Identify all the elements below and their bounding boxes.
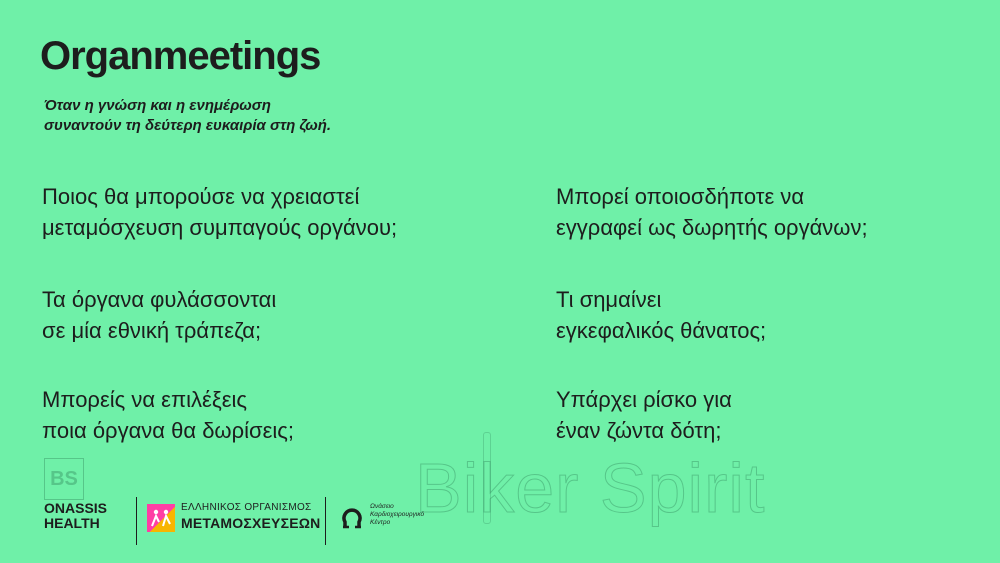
eom-name-line2: ΜΕΤΑΜΟΣΧΕΥΣΕΩΝ [181, 515, 321, 531]
onassis-health-logo: ONASSIS HEALTH [44, 500, 108, 531]
footer-divider [136, 497, 137, 545]
watermark-bs-logo: BS [44, 458, 84, 500]
footer-divider [325, 497, 326, 545]
question-2: Μπορεί οποιοσδήποτε να εγγραφεί ως δωρητής οργάνων; [556, 184, 868, 240]
question-6: Υπάρχει ρίσκο για έναν ζώντα δότη; [556, 387, 732, 443]
question-4: Τι σημαίνει εγκεφαλικός θάνατος; [556, 287, 767, 343]
page-title: Organmeetings [40, 34, 321, 78]
question-5: Μπορείς να επιλέξεις ποια όργανα θα δωρίσεις; [42, 387, 295, 443]
watermark-text: Biker Spirit [415, 449, 766, 527]
question-3: Τα όργανα φυλάσσονται σε μία εθνική τράπεζα; [42, 287, 277, 343]
page-subtitle: Όταν η γνώση και η ενημέρωση συναντούν τη δεύτερη ευκαιρία στη ζωή. [44, 97, 332, 134]
okk-logo-icon [340, 504, 364, 530]
okk-name: Ωνάσειο Καρδιοχειρουργικό Κέντρο [370, 503, 425, 526]
eom-logo-icon [147, 504, 175, 532]
eom-name-line1: ΕΛΛΗΝΙΚΟΣ ΟΡΓΑΝΙΣΜΟΣ [181, 502, 312, 513]
question-1: Ποιος θα μπορούσε να χρειαστεί μεταμόσχευση συμπαγούς οργάνου; [42, 184, 398, 240]
